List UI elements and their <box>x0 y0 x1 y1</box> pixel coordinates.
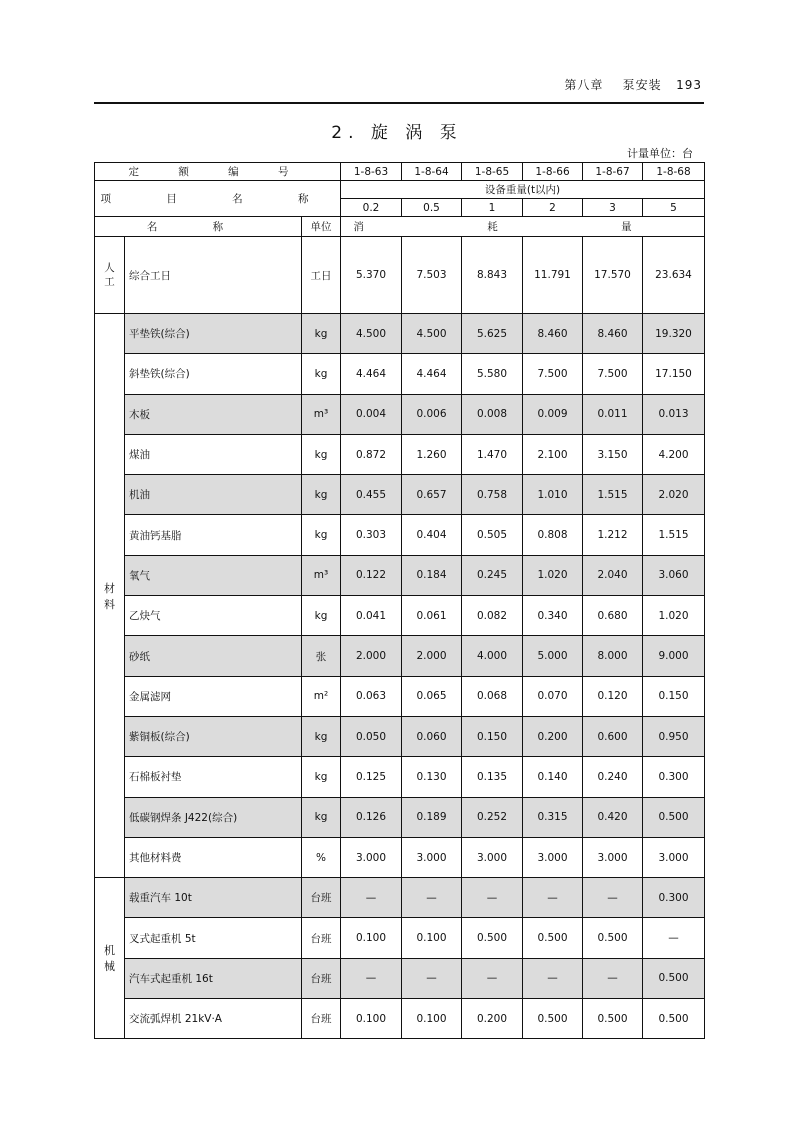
consumption-header: 消 耗 量 <box>341 217 705 237</box>
machinery-value: 0.500 <box>583 918 643 958</box>
material-row <box>95 676 705 716</box>
material-value: 0.065 <box>402 676 462 716</box>
material-value: 0.950 <box>643 716 705 756</box>
machinery-value: 0.100 <box>341 999 402 1039</box>
material-value: 0.500 <box>643 797 705 837</box>
material-value: 3.060 <box>643 555 705 595</box>
code-cell: 1-8-64 <box>402 163 462 181</box>
material-row <box>95 515 705 555</box>
machinery-value: — <box>402 958 462 998</box>
material-value: 0.125 <box>341 757 402 797</box>
material-value: 2.000 <box>402 636 462 676</box>
material-value: 0.061 <box>402 596 462 636</box>
material-row <box>95 716 705 756</box>
material-unit: kg <box>302 716 341 756</box>
material-value: 0.404 <box>402 515 462 555</box>
material-name: 低碳钢焊条 J422(综合) <box>125 797 302 837</box>
machinery-category <box>95 878 125 1039</box>
material-value: 7.500 <box>523 354 583 394</box>
material-value: 1.515 <box>643 515 705 555</box>
material-value: 1.010 <box>523 475 583 515</box>
material-value: 0.082 <box>462 596 523 636</box>
material-unit: m³ <box>302 555 341 595</box>
material-value: 0.070 <box>523 676 583 716</box>
machinery-row <box>95 999 705 1039</box>
quota-code-row <box>95 163 705 181</box>
material-value: 0.122 <box>341 555 402 595</box>
machinery-unit: 台班 <box>302 999 341 1039</box>
material-name: 煤油 <box>125 434 302 474</box>
material-value: 0.120 <box>583 676 643 716</box>
machinery-row <box>95 878 705 918</box>
material-row <box>95 354 705 394</box>
material-value: 0.150 <box>643 676 705 716</box>
quota-code-label: 定 额 编 号 <box>95 163 341 181</box>
material-name: 乙炔气 <box>125 596 302 636</box>
material-unit: m² <box>302 676 341 716</box>
material-value: 5.000 <box>523 636 583 676</box>
material-value: 3.150 <box>583 434 643 474</box>
machinery-name: 叉式起重机 5t <box>125 918 302 958</box>
material-value: 0.303 <box>341 515 402 555</box>
machinery-value: 0.100 <box>402 918 462 958</box>
material-name: 金属滤网 <box>125 676 302 716</box>
material-unit: kg <box>302 757 341 797</box>
machinery-value: 0.100 <box>402 999 462 1039</box>
material-value: 0.011 <box>583 394 643 434</box>
code-cell: 1-8-63 <box>341 163 402 181</box>
material-name: 机油 <box>125 475 302 515</box>
material-unit: kg <box>302 314 341 354</box>
unit-note: 计量单位：台 <box>627 147 693 160</box>
weight-label-row <box>95 181 705 199</box>
header-text <box>564 76 702 93</box>
material-unit: % <box>302 837 341 877</box>
material-category <box>95 314 125 878</box>
material-value: 7.500 <box>583 354 643 394</box>
material-value: 1.020 <box>643 596 705 636</box>
material-category-bottom: 料 <box>104 597 115 611</box>
column-header-row <box>95 217 705 237</box>
code-cell: 1-8-67 <box>583 163 643 181</box>
labor-category: 人工 <box>95 237 125 314</box>
material-unit: kg <box>302 354 341 394</box>
labor-value: 7.503 <box>402 237 462 314</box>
material-value: 17.150 <box>643 354 705 394</box>
material-value: 0.126 <box>341 797 402 837</box>
machinery-unit: 台班 <box>302 878 341 918</box>
material-value: 0.041 <box>341 596 402 636</box>
material-value: 0.315 <box>523 797 583 837</box>
material-value: 4.464 <box>402 354 462 394</box>
material-value: 0.505 <box>462 515 523 555</box>
material-value: 0.068 <box>462 676 523 716</box>
material-value: 0.340 <box>523 596 583 636</box>
machinery-row <box>95 918 705 958</box>
material-unit: kg <box>302 596 341 636</box>
labor-value: 23.634 <box>643 237 705 314</box>
material-value: 1.260 <box>402 434 462 474</box>
material-value: 0.657 <box>402 475 462 515</box>
code-cell: 1-8-65 <box>462 163 523 181</box>
material-name: 斜垫铁(综合) <box>125 354 302 394</box>
quota-table <box>94 162 705 1039</box>
material-unit: m³ <box>302 394 341 434</box>
material-row <box>95 394 705 434</box>
material-value: 0.150 <box>462 716 523 756</box>
weight-cell: 2 <box>523 199 583 217</box>
material-unit: kg <box>302 434 341 474</box>
machinery-category-bottom: 械 <box>104 960 115 974</box>
material-value: 0.252 <box>462 797 523 837</box>
material-value: 2.000 <box>341 636 402 676</box>
code-cell: 1-8-66 <box>523 163 583 181</box>
machinery-unit: 台班 <box>302 918 341 958</box>
material-row <box>95 797 705 837</box>
machinery-value: — <box>643 918 705 958</box>
unit-header: 单位 <box>302 217 341 237</box>
material-value: 0.135 <box>462 757 523 797</box>
material-value: 0.758 <box>462 475 523 515</box>
name-header: 名 称 <box>95 217 302 237</box>
material-value: 0.600 <box>583 716 643 756</box>
machinery-value: 0.500 <box>583 999 643 1039</box>
machinery-value: 0.300 <box>643 878 705 918</box>
weight-label: 设备重量(t以内) <box>341 181 705 199</box>
material-name: 紫铜板(综合) <box>125 716 302 756</box>
material-value: 2.100 <box>523 434 583 474</box>
labor-row <box>95 237 705 314</box>
material-unit: kg <box>302 515 341 555</box>
material-value: 0.455 <box>341 475 402 515</box>
material-value: 4.000 <box>462 636 523 676</box>
material-value: 0.130 <box>402 757 462 797</box>
material-name: 其他材料费 <box>125 837 302 877</box>
material-value: 9.000 <box>643 636 705 676</box>
machinery-value: 0.500 <box>643 999 705 1039</box>
labor-value: 8.843 <box>462 237 523 314</box>
machinery-name: 汽车式起重机 16t <box>125 958 302 998</box>
material-unit: 张 <box>302 636 341 676</box>
material-value: 0.004 <box>341 394 402 434</box>
material-name: 木板 <box>125 394 302 434</box>
material-row <box>95 314 705 354</box>
material-value: 19.320 <box>643 314 705 354</box>
material-row <box>95 757 705 797</box>
material-value: 0.063 <box>341 676 402 716</box>
material-value: 0.680 <box>583 596 643 636</box>
material-value: 0.184 <box>402 555 462 595</box>
machinery-unit: 台班 <box>302 958 341 998</box>
labor-value: 5.370 <box>341 237 402 314</box>
machinery-value: — <box>341 958 402 998</box>
machinery-value: 0.500 <box>523 918 583 958</box>
machinery-value: 0.500 <box>462 918 523 958</box>
material-value: 0.013 <box>643 394 705 434</box>
material-value: 0.240 <box>583 757 643 797</box>
weight-cell: 5 <box>643 199 705 217</box>
labor-name: 综合工日 <box>125 237 302 314</box>
material-name: 平垫铁(综合) <box>125 314 302 354</box>
material-value: 0.060 <box>402 716 462 756</box>
material-value: 8.460 <box>583 314 643 354</box>
labor-value: 11.791 <box>523 237 583 314</box>
material-value: 3.000 <box>583 837 643 877</box>
material-value: 1.470 <box>462 434 523 474</box>
material-value: 8.000 <box>583 636 643 676</box>
material-row <box>95 837 705 877</box>
material-value: 0.808 <box>523 515 583 555</box>
material-row <box>95 636 705 676</box>
machinery-value: 0.500 <box>643 958 705 998</box>
machinery-category-top: 机 <box>104 944 115 958</box>
machinery-value: 0.200 <box>462 999 523 1039</box>
material-value: 0.420 <box>583 797 643 837</box>
material-value: 0.050 <box>341 716 402 756</box>
machinery-value: 0.100 <box>341 918 402 958</box>
machinery-value: — <box>523 878 583 918</box>
material-name: 石棉板衬垫 <box>125 757 302 797</box>
material-value: 3.000 <box>523 837 583 877</box>
material-value: 0.008 <box>462 394 523 434</box>
machinery-row <box>95 958 705 998</box>
machinery-value: — <box>523 958 583 998</box>
item-name-label: 项 目 名 称 <box>95 181 341 217</box>
material-value: 5.625 <box>462 314 523 354</box>
weight-cell: 0.2 <box>341 199 402 217</box>
material-row <box>95 555 705 595</box>
material-value: 0.300 <box>643 757 705 797</box>
material-category-top: 材 <box>104 581 115 595</box>
header-chapter: 第八章 <box>564 78 604 92</box>
machinery-name: 交流弧焊机 21kV·A <box>125 999 302 1039</box>
material-value: 0.189 <box>402 797 462 837</box>
material-value: 3.000 <box>402 837 462 877</box>
material-row <box>95 596 705 636</box>
labor-unit: 工日 <box>302 237 341 314</box>
material-value: 0.200 <box>523 716 583 756</box>
material-unit: kg <box>302 797 341 837</box>
material-value: 4.464 <box>341 354 402 394</box>
material-row <box>95 475 705 515</box>
weight-cell: 0.5 <box>402 199 462 217</box>
material-name: 氧气 <box>125 555 302 595</box>
material-value: 0.245 <box>462 555 523 595</box>
material-value: 0.006 <box>402 394 462 434</box>
machinery-value: — <box>462 878 523 918</box>
material-value: 4.200 <box>643 434 705 474</box>
material-name: 砂纸 <box>125 636 302 676</box>
weight-cell: 3 <box>583 199 643 217</box>
material-value: 8.460 <box>523 314 583 354</box>
material-value: 1.020 <box>523 555 583 595</box>
section-title: 2. 旋 涡 泵 <box>331 123 463 143</box>
machinery-value: — <box>341 878 402 918</box>
page-header <box>94 72 704 104</box>
material-unit: kg <box>302 475 341 515</box>
material-value: 2.020 <box>643 475 705 515</box>
machinery-value: — <box>402 878 462 918</box>
machinery-value: — <box>583 958 643 998</box>
code-cell: 1-8-68 <box>643 163 705 181</box>
machinery-value: — <box>462 958 523 998</box>
material-value: 3.000 <box>643 837 705 877</box>
material-value: 0.872 <box>341 434 402 474</box>
material-value: 1.212 <box>583 515 643 555</box>
machinery-name: 载重汽车 10t <box>125 878 302 918</box>
material-value: 1.515 <box>583 475 643 515</box>
labor-value: 17.570 <box>583 237 643 314</box>
header-page-number: 193 <box>676 78 702 92</box>
material-value: 4.500 <box>402 314 462 354</box>
machinery-value: — <box>583 878 643 918</box>
material-value: 5.580 <box>462 354 523 394</box>
material-value: 3.000 <box>341 837 402 877</box>
material-value: 2.040 <box>583 555 643 595</box>
material-value: 4.500 <box>341 314 402 354</box>
material-name: 黄油钙基脂 <box>125 515 302 555</box>
header-section: 泵安装 <box>622 78 662 92</box>
material-value: 0.140 <box>523 757 583 797</box>
machinery-value: 0.500 <box>523 999 583 1039</box>
material-row <box>95 434 705 474</box>
weight-cell: 1 <box>462 199 523 217</box>
material-value: 3.000 <box>462 837 523 877</box>
material-value: 0.009 <box>523 394 583 434</box>
